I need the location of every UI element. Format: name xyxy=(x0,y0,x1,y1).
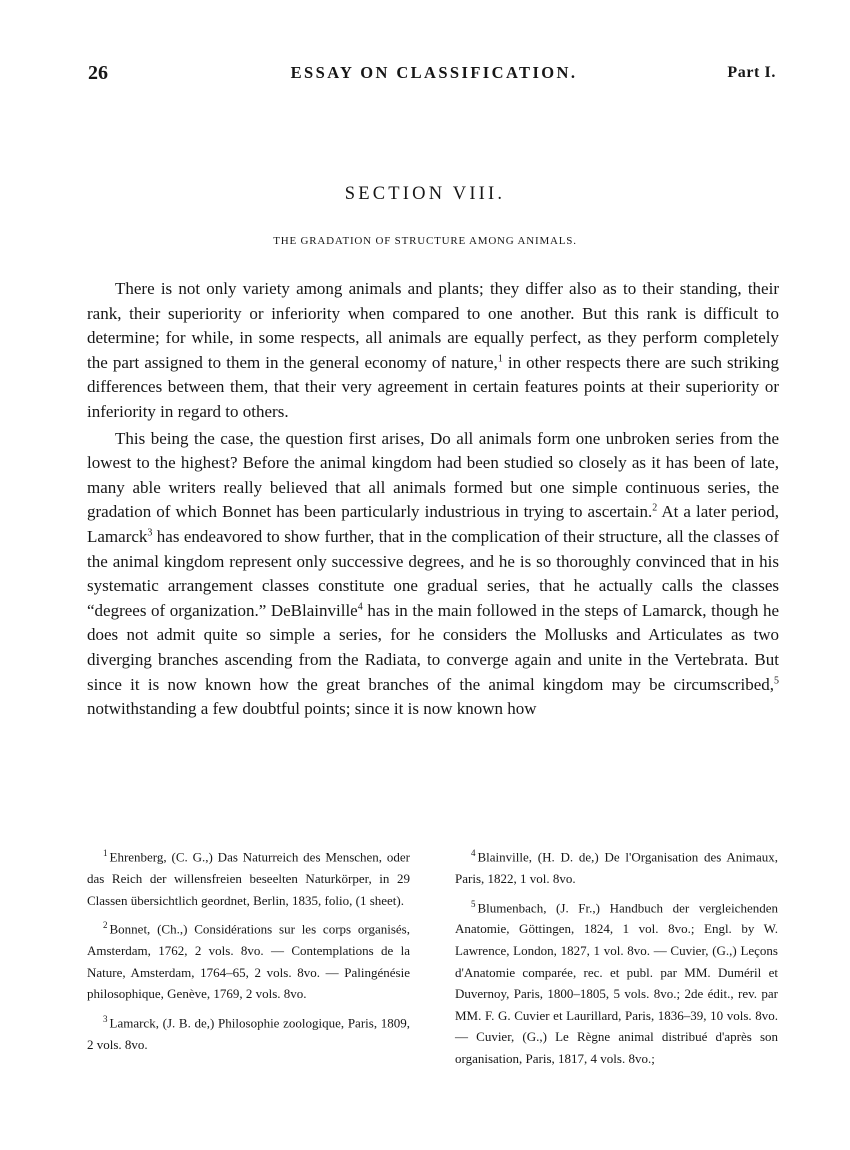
footnote-text: Ehrenberg, (C. G.,) Das Naturreich des Menschen, oder das Reich der willensfreien beseelten Naturkörper, in 29 Classen übersichtlich geordnet, Berlin, 1835, folio, (1 sheet). xyxy=(87,849,410,908)
paragraph-text: in other respects there are such striking differences between them, that their very agreement in certain features points at their superiority or inferiority in regard to others. xyxy=(87,352,779,421)
footnote-ref[interactable]: 3 xyxy=(147,527,153,539)
footnote-number: 1 xyxy=(103,848,108,858)
paragraph-text: There is not only variety among animals and plants; they differ also as to their standing, their rank, their superiority or inferiority when compared to one another. But this rank is difficult to determine; for while, in some respects, all animals are equally perfect, as they perform completely the part assigned to them in the general economy of nature, xyxy=(87,279,779,372)
section-heading: SECTION VIII. xyxy=(344,184,506,204)
footnote-column-right xyxy=(455,843,778,1074)
footnote xyxy=(87,1009,410,1056)
paragraph-text: notwithstanding a few doubtful points; since it is now known how xyxy=(87,699,537,719)
paragraph-text: has in the main followed in the steps of Lamarck, though he does not admit quite so simple a series, for he considers the Mollusks and Articulates as two diverging branches ascending from the Radiata, to converge again and unite in the Vertebrata. But since it is now known how the great branches of the animal kingdom may be circumscribed, xyxy=(87,600,779,694)
footnotes xyxy=(87,843,779,1083)
paragraph xyxy=(87,427,779,722)
paragraph-text: This being the case, the question first arises, Do all animals form one unbroken series from the lowest to the highest? Before the animal kingdom had been studied so closely as it has been of late, many able writers really believed that all animals formed but one simple continuous series, the gradation of which Bonnet has been particularly industrious in trying to ascertain. xyxy=(87,428,779,522)
paragraph xyxy=(87,277,779,425)
paragraph-text: At a later period, Lamarck xyxy=(87,502,779,546)
footnote-ref[interactable]: 4 xyxy=(357,601,363,613)
footnote-ref[interactable]: 5 xyxy=(774,674,779,686)
paragraph-text: has endeavored to show further, that in the complication of their structure, all the classes of the animal kingdom represent only successive degrees, and he is so thoroughly convinced that in his systematic arrangement classes constitute one gradual series, that he actually calls the classes “degrees of organization.” DeBlainville xyxy=(87,526,779,620)
running-title: ESSAY ON CLASSIFICATION. xyxy=(290,63,578,82)
part-label: Part I. xyxy=(727,64,776,81)
footnote xyxy=(455,843,778,890)
footnote-number: 4 xyxy=(471,848,476,858)
footnote-text: Lamarck, (J. B. de,) Philosophie zoologique, Paris, 1809, 2 vols. 8vo. xyxy=(87,1015,410,1052)
footnote-text: Blumenbach, (J. Fr.,) Handbuch der vergleichenden Anatomie, Göttingen, 1824, 1 vol. 8vo.; Engl. by W. Lawrence, London, 1827, 1 vol. 8vo. — Cuvier, (G.,) Leçons d'Anatomie comparée, rec. et publ. par MM. Duméril et Duvernoy, Paris, 1800–1805, 5 vols. 8vo.; 2de édit., rev. par MM. F. G. Cuvier et Laurillard, Paris, 1836–39, 10 vols. 8vo. — Cuvier, (G.,) Le Règne animal distribué d'après son organisation, Paris, 1817, 4 vols. 8vo.; xyxy=(455,899,778,1066)
footnote-text: Blainville, (H. D. de,) De l'Organisation des Animaux, Paris, 1822, 1 vol. 8vo. xyxy=(455,849,778,886)
footnote-number: 5 xyxy=(471,898,476,909)
page-number: 26 xyxy=(88,62,108,84)
footnote-ref[interactable]: 1 xyxy=(497,353,503,365)
footnote-number: 2 xyxy=(103,920,108,931)
footnote xyxy=(87,843,410,911)
footnote-ref[interactable]: 2 xyxy=(652,502,658,514)
section-subtitle: THE GRADATION OF STRUCTURE AMONG ANIMALS. xyxy=(273,235,577,247)
footnote-column-left xyxy=(87,843,410,1059)
running-header xyxy=(88,62,780,86)
footnote-number: 3 xyxy=(103,1013,108,1024)
footnote-text: Bonnet, (Ch.,) Considérations sur les corps organisés, Amsterdam, 1762, 2 vols. 8vo. — Contemplations de la Nature, Amsterdam, 1764–65, 2 vols. 8vo. — Palingénésie philosophique, Genève, 1769, 2 vols. 8vo. xyxy=(87,921,410,1002)
footnote xyxy=(87,915,410,1005)
footnote xyxy=(455,894,778,1070)
body-text xyxy=(87,277,779,724)
